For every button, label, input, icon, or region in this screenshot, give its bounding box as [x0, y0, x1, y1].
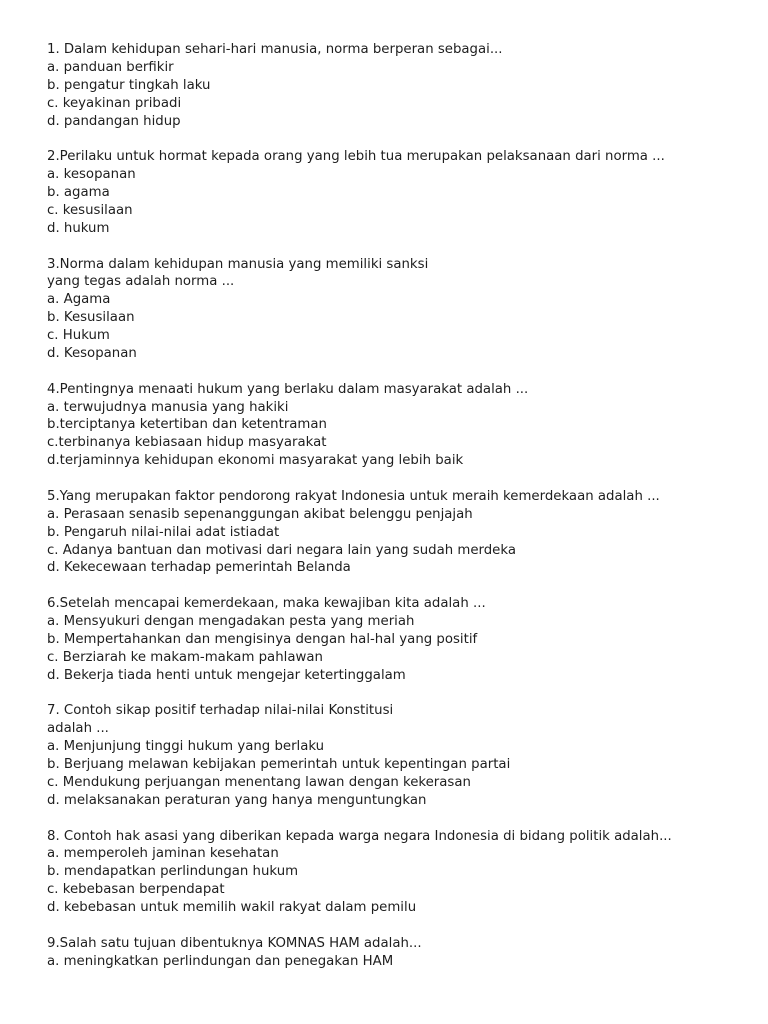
document-page [47, 41, 672, 988]
answer-option: c. kesusilaan [47, 202, 133, 218]
answer-option: a. Agama [47, 292, 111, 308]
answer-option: c. kebebasan berpendapat [47, 882, 225, 898]
question-text: 8. Contoh hak asasi yang diberikan kepada warga negara Indonesia di bidang politik adalah... [47, 828, 672, 844]
answer-option: c. keyakinan pribadi [47, 95, 182, 111]
answer-option: d. pandangan hidup [47, 113, 181, 129]
answer-option: b. Kesusilaan [47, 310, 135, 326]
answer-option: a. memperoleh jaminan kesehatan [47, 846, 279, 862]
answer-option: b. Pengaruh nilai-nilai adat istiadat [47, 524, 280, 540]
question-block [47, 488, 672, 577]
question-block [47, 702, 672, 809]
answer-option: b. mendapatkan perlindungan hukum [47, 864, 299, 880]
answer-option: d. melaksanakan peraturan yang hanya menguntungkan [47, 792, 427, 808]
answer-option: d. kebebasan untuk memilih wakil rakyat dalam pemilu [47, 900, 417, 915]
question-text: 6.Setelah mencapai kemerdekaan, maka kewajiban kita adalah ... [47, 596, 486, 612]
answer-option: c. Mendukung perjuangan menentang lawan dengan kekerasan [47, 774, 471, 790]
question-text: adalah ... [47, 721, 109, 737]
question-block [47, 595, 672, 684]
answer-option: b.terciptanya ketertiban dan ketentraman [47, 417, 327, 433]
answer-option: a. Menjunjung tinggi hukum yang berlaku [47, 739, 325, 755]
question-text: 4.Pentingnya menaati hukum yang berlaku dalam masyarakat adalah ... [47, 381, 529, 397]
answer-option: c. Hukum [47, 328, 110, 343]
answer-option: b. pengatur tingkah laku [47, 77, 211, 93]
question-text: 2.Perilaku untuk hormat kepada orang yang lebih tua merupakan pelaksanaan dari norma ... [47, 149, 665, 165]
question-block [47, 935, 672, 971]
question-text: 7. Contoh sikap positif terhadap nilai-nilai Konstitusi [47, 703, 394, 719]
answer-option: d. Kekecewaan terhadap pemerintah Belanda [47, 560, 351, 576]
question-block [47, 41, 672, 130]
answer-option: d.terjaminnya kehidupan ekonomi masyarakat yang lebih baik [47, 453, 464, 469]
answer-option: a. Perasaan senasib sepenanggungan akibat belenggu penjajah [47, 506, 473, 522]
answer-option: a. Mensyukuri dengan mengadakan pesta yang meriah [47, 614, 415, 629]
question-text: 9.Salah satu tujuan dibentuknya KOMNAS HAM adalah... [47, 935, 422, 951]
answer-option: a. panduan berfikir [47, 59, 174, 75]
question-block [47, 381, 672, 470]
answer-option: a. terwujudnya manusia yang hakiki [47, 399, 289, 415]
question-text: 1. Dalam kehidupan sehari-hari manusia, norma berperan sebagai... [47, 42, 503, 57]
answer-option: a. kesopanan [47, 167, 136, 183]
question-block [47, 828, 672, 917]
question-text: yang tegas adalah norma ... [47, 274, 235, 290]
answer-option: c. Adanya bantuan dan motivasi dari negara lain yang sudah merdeka [47, 542, 516, 558]
question-block [47, 256, 672, 363]
question-block [47, 148, 672, 237]
answer-option: d. Kesopanan [47, 345, 137, 361]
answer-option: d. Bekerja tiada henti untuk mengejar ketertinggalam [47, 667, 406, 683]
answer-option: b. agama [47, 185, 110, 200]
question-text: 3.Norma dalam kehidupan manusia yang memiliki sanksi [47, 256, 429, 272]
question-text: 5.Yang merupakan faktor pendorong rakyat Indonesia untuk meraih kemerdekaan adalah ... [47, 488, 660, 504]
answer-option: d. hukum [47, 220, 110, 236]
answer-option: b. Mempertahankan dan mengisinya dengan hal-hal yang positif [47, 631, 478, 647]
answer-option: b. Berjuang melawan kebijakan pemerintah untuk kepentingan partai [47, 757, 511, 772]
answer-option: a. meningkatkan perlindungan dan penegakan HAM [47, 953, 394, 969]
answer-option: c.terbinanya kebiasaan hidup masyarakat [47, 435, 327, 451]
answer-option: c. Berziarah ke makam-makam pahlawan [47, 649, 323, 665]
